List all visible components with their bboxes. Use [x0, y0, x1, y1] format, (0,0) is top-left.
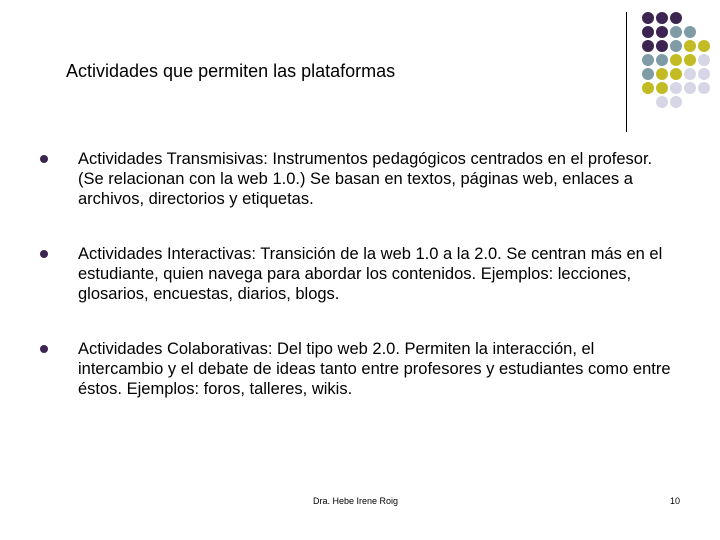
decorative-dot	[698, 54, 710, 66]
decorative-dot	[670, 96, 682, 108]
decorative-dot	[642, 68, 654, 80]
title-divider-line	[626, 12, 627, 132]
bullet-item-interactivas	[40, 244, 680, 304]
bullet-dot-icon	[40, 155, 48, 163]
decorative-dot	[670, 12, 682, 24]
decorative-dot	[684, 40, 696, 52]
bullet-dot-icon	[40, 345, 48, 353]
decorative-dot	[656, 12, 668, 24]
decorative-dot	[642, 40, 654, 52]
decorative-dot	[642, 54, 654, 66]
decorative-dot	[670, 40, 682, 52]
bullet-list	[40, 149, 680, 399]
decorative-dot	[684, 68, 696, 80]
decorative-dot	[642, 26, 654, 38]
decorative-dot	[684, 54, 696, 66]
decorative-dot	[656, 40, 668, 52]
decorative-dot	[670, 26, 682, 38]
decorative-dot	[698, 68, 710, 80]
decorative-dot	[670, 82, 682, 94]
bullet-item-transmisivas	[40, 149, 680, 209]
decorative-dot	[656, 96, 668, 108]
decorative-dot	[642, 82, 654, 94]
bullet-dot-icon	[40, 250, 48, 258]
decorative-dot	[642, 12, 654, 24]
bullet-text: Actividades Transmisivas: Instrumentos pedagógicos centrados en el profesor. (Se relacionan con la web 1.0.) Se basan en textos, páginas web, enlaces a archivos, directorios y etiquetas.	[78, 150, 653, 208]
decorative-dot	[656, 54, 668, 66]
decorative-dot	[698, 82, 710, 94]
decorative-dot	[656, 68, 668, 80]
decorative-dot-grid	[640, 10, 712, 118]
bullet-item-colaborativas	[40, 339, 680, 399]
decorative-dot	[698, 40, 710, 52]
bullet-text: Actividades Interactivas: Transición de la web 1.0 a la 2.0. Se centran más en el estudiante, quien navega para abordar los contenidos. Ejemplos: lecciones, glosarios, encuestas, diarios, blogs.	[78, 245, 663, 303]
decorative-dot	[684, 26, 696, 38]
decorative-dot	[670, 54, 682, 66]
decorative-dot	[684, 82, 696, 94]
decorative-dot	[656, 26, 668, 38]
page-number: 10	[669, 496, 680, 506]
decorative-dot	[670, 68, 682, 80]
footer-author: Dra. Hebe Irene Roig	[313, 496, 399, 506]
slide-title: Actividades que permiten las plataformas	[66, 61, 396, 81]
decorative-dot	[656, 82, 668, 94]
bullet-text: Actividades Colaborativas: Del tipo web 2.0. Permiten la interacción, el intercambio y el debate de ideas tanto entre profesores y estudiantes como entre éstos. Ejemplos: foros, talleres, wikis.	[78, 340, 671, 398]
